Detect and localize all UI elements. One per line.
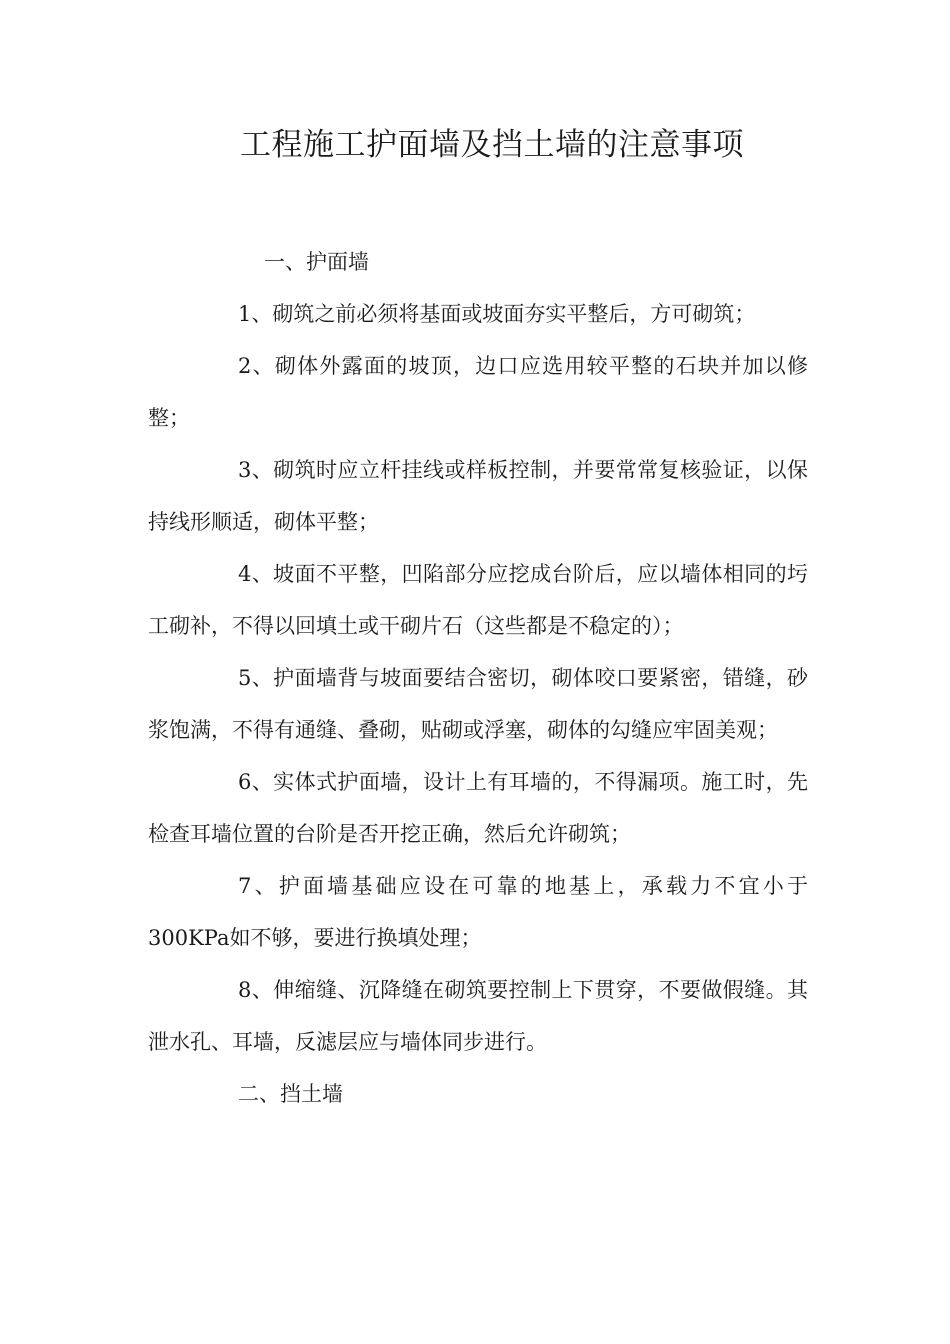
- list-item: 1、砌筑之前必须将基面或坡面夯实平整后，方可砌筑；: [238, 302, 756, 326]
- list-item: 8、伸缩缝、沉降缝在砌筑要控制上下贯穿，不要做假缝。其泄水孔、耳墙，反滤层应与墙体同步进行。: [148, 978, 808, 1054]
- list-item: 7、护面墙基础应设在可靠的地基上，承载力不宜小于300KPa如不够，要进行换填处理；: [148, 874, 808, 950]
- section-heading-protective-wall: 一、护面墙: [264, 250, 369, 274]
- list-item: 2、砌体外露面的坡顶，边口应选用较平整的石块并加以修整；: [148, 354, 808, 430]
- document-title: 工程施工护面墙及挡土墙的注意事项: [240, 127, 744, 163]
- list-item: 3、砌筑时应立杆挂线或样板控制，并要常常复核验证，以保持线形顺适，砌体平整；: [148, 458, 808, 534]
- list-item: 6、实体式护面墙，设计上有耳墙的，不得漏项。施工时，先检查耳墙位置的台阶是否开挖正确，然后允许砌筑；: [148, 770, 808, 846]
- list-item: 4、坡面不平整，凹陷部分应挖成台阶后，应以墙体相同的圬工砌补，不得以回填土或干砌片石（这些都是不稳定的）；: [148, 562, 808, 638]
- document-body: [148, 236, 808, 1120]
- list-item: 5、护面墙背与坡面要结合密切，砌体咬口要紧密，错缝，砂浆饱满，不得有通缝、叠砌，贴砌或浮塞，砌体的勾缝应牢固美观；: [148, 666, 808, 742]
- section-heading-retaining-wall: 二、挡土墙: [238, 1082, 343, 1106]
